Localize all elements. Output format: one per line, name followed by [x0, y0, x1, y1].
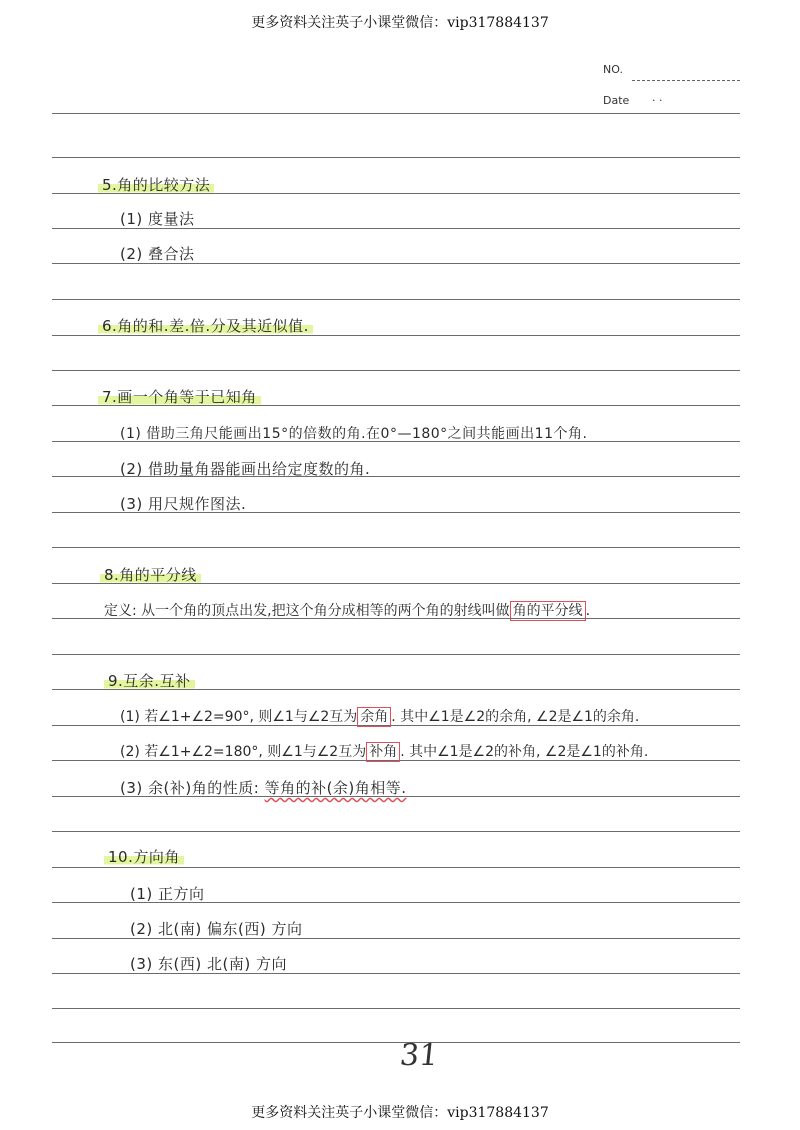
ruled-line	[52, 1008, 740, 1009]
boxed-term-complementary: 余角	[357, 707, 391, 727]
date-dots: · ·	[652, 94, 663, 107]
definition-end: .	[585, 603, 591, 619]
ruled-line	[52, 831, 740, 832]
ruled-line	[52, 113, 740, 114]
wavy-underlined-property: 等角的补(余)角相等.	[264, 779, 407, 797]
section-5-title	[98, 174, 214, 195]
section-10-title-text: 10.方向角	[104, 848, 184, 866]
section-9-item-3	[120, 777, 407, 798]
section-8-title-text: 8.角的平分线	[100, 566, 201, 584]
section-5-title-text: 5.角的比较方法	[98, 176, 214, 194]
ruled-line	[52, 867, 740, 868]
section-7-item-2: (2) 借助量角器能画出给定度数的角.	[120, 460, 371, 478]
item-2-suffix: . 其中∠1是∠2的补角, ∠2是∠1的补角.	[400, 744, 649, 760]
page-number: 31	[398, 1038, 441, 1073]
item-3-prefix: (3) 余(补)角的性质:	[120, 779, 260, 797]
section-5-item-1: (1) 度量法	[120, 210, 195, 228]
item-1-suffix: . 其中∠1是∠2的余角, ∠2是∠1的余角.	[391, 709, 640, 725]
section-10-item-3: (3) 东(西) 北(南) 方向	[130, 955, 287, 973]
ruled-line	[52, 157, 740, 158]
section-9-title-text: 9.互余.互补	[104, 672, 195, 690]
date-label: Date	[603, 94, 630, 107]
item-1-prefix: (1) 若∠1+∠2=90°, 则∠1与∠2互为	[120, 709, 358, 725]
definition-text: 定义: 从一个角的顶点出发,把这个角分成相等的两个角的射线叫做	[104, 603, 510, 619]
section-9-title	[104, 670, 195, 691]
watermark-bottom: 更多资料关注英子小课堂微信：vip317884137	[251, 1105, 549, 1121]
section-9-item-2	[120, 741, 648, 762]
section-10-title	[104, 846, 184, 867]
ruled-line	[52, 370, 740, 371]
section-9-item-1	[120, 706, 639, 727]
no-label: NO.	[603, 63, 623, 76]
section-6-title	[98, 315, 313, 336]
section-7-item-1: (1) 借助三角尺能画出15°的倍数的角.在0°—180°之间共能画出11个角.	[120, 426, 588, 442]
section-7-item-3: (3) 用尺规作图法.	[120, 495, 247, 513]
boxed-term-angle-bisector: 角的平分线	[510, 601, 586, 621]
watermark-top: 更多资料关注英子小课堂微信：vip317884137	[251, 15, 549, 31]
section-7-title-text: 7.画一个角等于已知角	[98, 388, 261, 406]
section-8-definition	[104, 600, 590, 621]
section-10-item-2: (2) 北(南) 偏东(西) 方向	[130, 920, 303, 938]
section-6-title-text: 6.角的和.差.倍.分及其近似值.	[98, 317, 313, 335]
section-5-item-2: (2) 叠合法	[120, 245, 195, 263]
ruled-line	[52, 547, 740, 548]
item-2-prefix: (2) 若∠1+∠2=180°, 则∠1与∠2互为	[120, 744, 367, 760]
section-10-item-1: (1) 正方向	[130, 885, 205, 903]
ruled-line	[52, 1042, 740, 1043]
ruled-line	[52, 654, 740, 655]
ruled-line	[52, 299, 740, 300]
boxed-term-supplementary: 补角	[366, 742, 400, 762]
section-8-title	[100, 564, 201, 585]
no-line	[632, 80, 740, 81]
section-7-title	[98, 386, 261, 407]
